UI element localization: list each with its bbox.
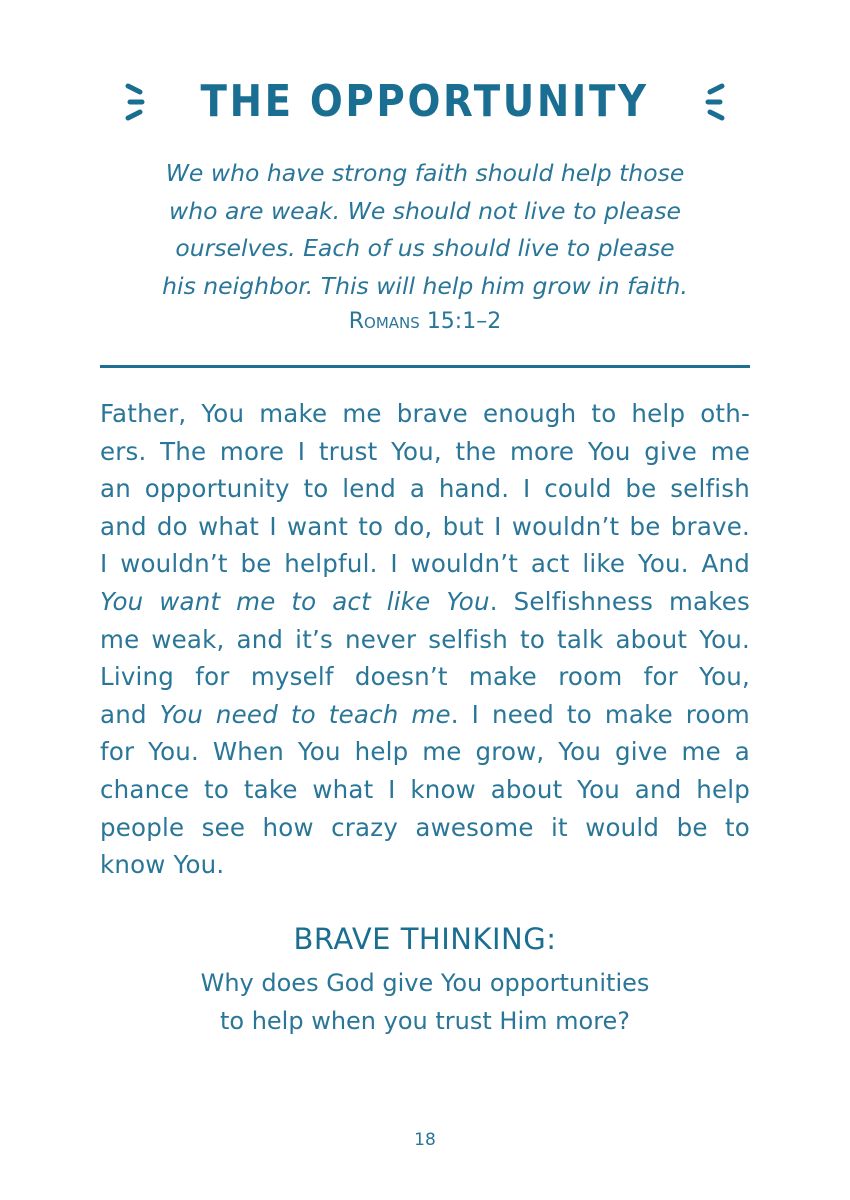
brave-thinking-question (0, 965, 850, 1040)
body-line (100, 658, 750, 696)
burst-lines-icon (122, 80, 148, 124)
emphasis-text: You want me to act like You (100, 586, 490, 616)
body-line (100, 433, 750, 471)
body-line (100, 809, 750, 847)
body-text-run: . Selfishness makes (489, 586, 750, 616)
body-line (100, 545, 750, 583)
reference-book: Romans (348, 309, 420, 334)
body-text-run: me weak, and it’s never selfish to talk about You. (100, 624, 750, 654)
page-header (0, 72, 850, 132)
page-number: 18 (414, 1130, 436, 1150)
body-line (100, 846, 750, 884)
body-text-run: an opportunity to lend a hand. I could be selfish (100, 474, 750, 504)
body-line (100, 733, 750, 771)
verse-line: his neighbor. This will help him grow in faith. (162, 271, 688, 300)
body-text-run: know You. (100, 850, 225, 880)
reference-chapter: 15:1–2 (426, 309, 502, 334)
question-line: to help when you trust Him more? (219, 1006, 631, 1035)
scripture-quote (0, 155, 850, 337)
body-text-run: chance to take what I know about You and help (100, 774, 750, 804)
brave-thinking-heading: BRAVE THINKING: (293, 922, 557, 956)
devotional-body (100, 395, 750, 884)
body-line (100, 470, 750, 508)
body-text-run: Father, You make me brave enough to help oth- (100, 399, 750, 428)
body-line (100, 583, 750, 621)
burst-lines-icon (702, 80, 728, 124)
body-text-run: . I need to make room (450, 699, 750, 729)
body-text-run: for You. When You help me grow, You give me a (100, 737, 750, 767)
verse-line: who are weak. We should not live to please (169, 196, 681, 225)
question-line: Why does God give You opportunities (200, 969, 650, 997)
body-line (100, 771, 750, 809)
emphasis-text: You need to teach me (159, 699, 451, 729)
body-line (100, 621, 750, 659)
scripture-reference (0, 307, 850, 337)
body-text-run: and do what I want to do, but I wouldn’t be brave. (100, 511, 750, 541)
verse-line: We who have strong faith should help those (165, 159, 685, 187)
body-line (100, 508, 750, 546)
body-text-run: and (100, 699, 160, 729)
body-text-run: people see how crazy awesome it would be to (100, 812, 750, 842)
body-line (100, 395, 750, 433)
page-title: THE OPPORTUNITY (200, 76, 650, 127)
body-text-run: ers. The more I trust You, the more You give me (100, 436, 750, 466)
body-text-run: I wouldn’t be helpful. I wouldn’t act like You. And (100, 549, 750, 579)
body-line (100, 696, 750, 734)
verse-line: ourselves. Each of us should live to please (175, 234, 675, 262)
body-text-run: Living for myself doesn’t make room for You, (100, 662, 750, 692)
section-divider (100, 365, 750, 368)
